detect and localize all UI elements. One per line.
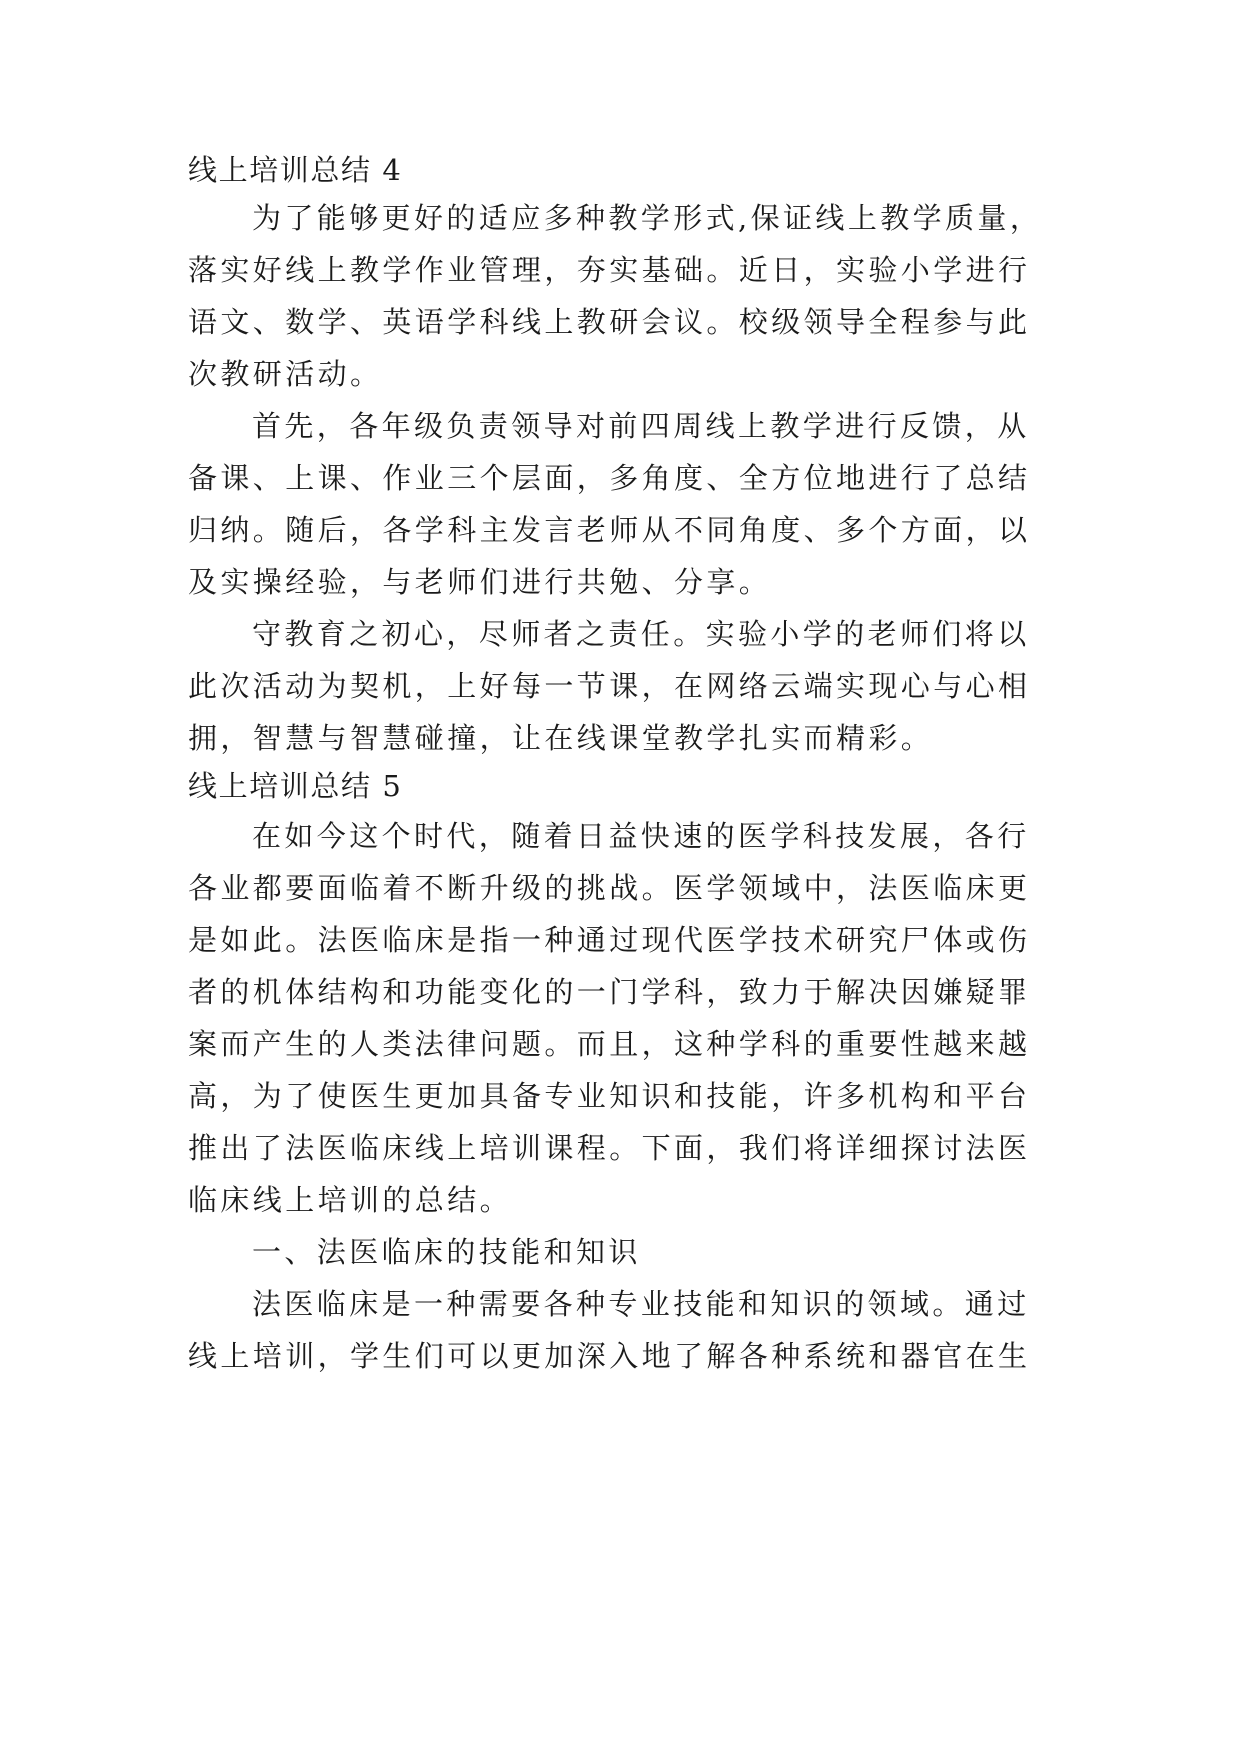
paragraph-line: 语文、数学、英语学科线上教研会议。校级领导全程参与此 <box>188 305 1031 339</box>
paragraph-line: 临床线上培训的总结。 <box>188 1183 513 1217</box>
paragraph-line: 守教育之初心，尽师者之责任。实验小学的老师们将以 <box>252 617 1030 651</box>
paragraph-line: 各业都要面临着不断升级的挑战。医学领域中，法医临床更 <box>188 871 1031 905</box>
paragraph-line: 拥，智慧与智慧碰撞，让在线课堂教学扎实而精彩。 <box>188 721 934 755</box>
paragraph-line: 法医临床是一种需要各种专业技能和知识的领域。通过 <box>252 1287 1030 1321</box>
paragraph-line: 此次活动为契机，上好每一节课，在网络云端实现心与心相 <box>188 669 1031 703</box>
section-heading-4: 线上培训总结 4 <box>188 153 403 187</box>
paragraph-line: 高，为了使医生更加具备专业知识和技能，许多机构和平台 <box>188 1079 1031 1113</box>
paragraph-line: 案而产生的人类法律问题。而且，这种学科的重要性越来越 <box>188 1027 1031 1061</box>
paragraph-line: 备课、上课、作业三个层面，多角度、全方位地进行了总结 <box>188 461 1031 495</box>
paragraph-line: 为了能够更好的适应多种教学形式,保证线上教学质量， <box>252 201 1043 235</box>
paragraph-line: 次教研活动。 <box>188 357 383 391</box>
paragraph-line: 线上培训，学生们可以更加深入地了解各种系统和器官在生 <box>188 1339 1031 1373</box>
paragraph-line: 落实好线上教学作业管理，夯实基础。近日，实验小学进行 <box>188 253 1031 287</box>
paragraph-line: 者的机体结构和功能变化的一门学科，致力于解决因嫌疑罪 <box>188 975 1031 1009</box>
paragraph-line: 推出了法医临床线上培训课程。下面，我们将详细探讨法医 <box>188 1131 1031 1165</box>
paragraph-line: 首先，各年级负责领导对前四周线上教学进行反馈，从 <box>252 409 1030 443</box>
section-heading-5: 线上培训总结 5 <box>188 769 403 803</box>
paragraph-line: 在如今这个时代，随着日益快速的医学科技发展，各行 <box>252 819 1030 853</box>
paragraph-line: 是如此。法医临床是指一种通过现代医学技术研究尸体或伤 <box>188 923 1031 957</box>
paragraph-line: 归纳。随后，各学科主发言老师从不同角度、多个方面，以 <box>188 513 1031 547</box>
paragraph-line: 及实操经验，与老师们进行共勉、分享。 <box>188 565 772 599</box>
subsection-heading: 一、法医临床的技能和知识 <box>252 1235 641 1269</box>
